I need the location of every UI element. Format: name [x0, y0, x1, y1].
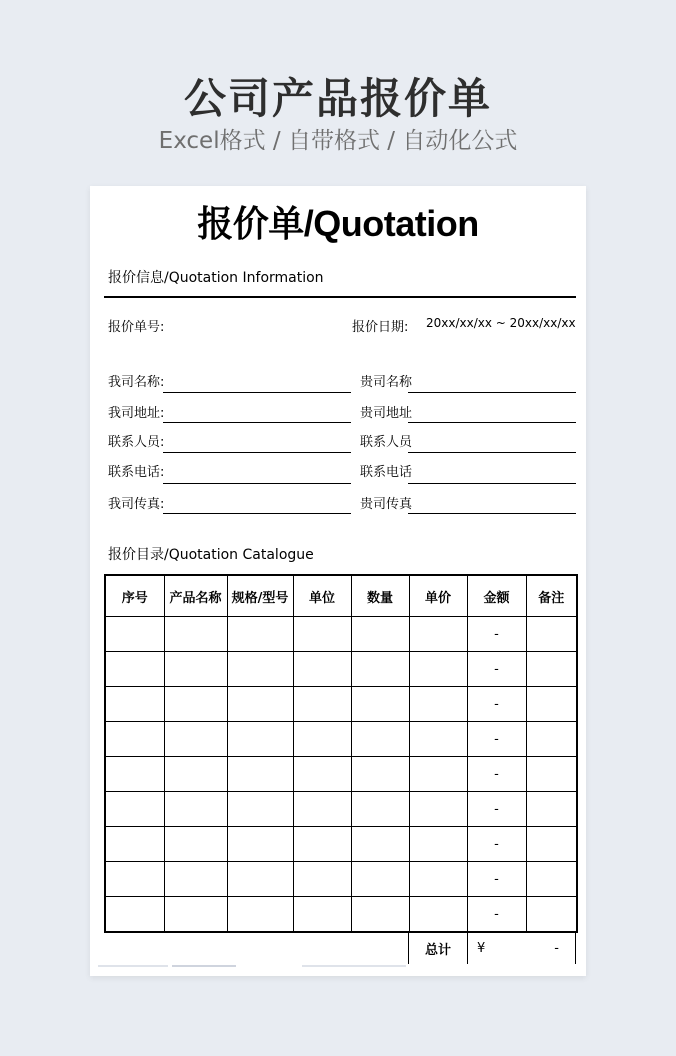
sheet-bottom-fade — [302, 965, 406, 967]
total-label: 总计 — [408, 932, 468, 964]
table-cell[interactable]: - — [467, 722, 526, 757]
table-cell[interactable] — [105, 652, 164, 687]
table-cell[interactable] — [164, 862, 227, 897]
table-cell[interactable] — [409, 617, 467, 652]
total-amount-value: - — [554, 940, 559, 956]
table-cell[interactable] — [293, 617, 351, 652]
total-row — [104, 932, 576, 964]
our-company-name-label: 我司名称: — [108, 375, 165, 390]
table-cell[interactable]: - — [467, 617, 526, 652]
our-contact-label: 联系人员: — [108, 435, 165, 450]
client-contact-label: 联系人员 — [360, 435, 413, 450]
column-header: 单位 — [293, 575, 351, 617]
quote-date-value[interactable]: 20xx/xx/xx ~ 20xx/xx/xx — [426, 316, 576, 330]
client-contact-field[interactable] — [408, 452, 576, 453]
client-phone-label: 联系电话 — [360, 465, 413, 480]
column-header: 数量 — [351, 575, 409, 617]
column-header: 备注 — [526, 575, 577, 617]
client-phone-field[interactable] — [408, 483, 576, 484]
table-row — [105, 722, 577, 757]
our-phone-field[interactable] — [163, 483, 351, 484]
table-cell[interactable] — [227, 722, 293, 757]
table-cell[interactable] — [351, 862, 409, 897]
table-cell[interactable] — [526, 617, 577, 652]
table-cell[interactable] — [105, 792, 164, 827]
table-row — [105, 792, 577, 827]
table-cell[interactable] — [351, 897, 409, 933]
table-cell[interactable] — [351, 687, 409, 722]
our-address-label: 我司地址: — [108, 406, 165, 421]
table-cell[interactable] — [227, 862, 293, 897]
table-cell[interactable] — [293, 862, 351, 897]
client-company-name-field[interactable] — [408, 392, 576, 393]
our-phone-label: 联系电话: — [108, 465, 165, 480]
banner-subtitle: Excel格式 / 自带格式 / 自动化公式 — [158, 128, 518, 154]
table-cell[interactable] — [409, 897, 467, 933]
table-cell[interactable] — [164, 617, 227, 652]
table-cell[interactable]: - — [467, 862, 526, 897]
table-cell[interactable] — [105, 897, 164, 933]
table-header-row — [105, 575, 577, 617]
table-cell[interactable] — [293, 722, 351, 757]
table-cell[interactable]: - — [467, 827, 526, 862]
table-cell[interactable] — [164, 897, 227, 933]
table-cell[interactable] — [227, 827, 293, 862]
table-row — [105, 687, 577, 722]
table-cell[interactable] — [526, 722, 577, 757]
table-cell[interactable]: - — [467, 757, 526, 792]
sheet-bottom-fade — [172, 965, 236, 967]
table-cell[interactable] — [164, 722, 227, 757]
total-amount-cell[interactable] — [467, 932, 576, 964]
table-cell[interactable] — [351, 792, 409, 827]
table-cell[interactable] — [164, 792, 227, 827]
table-cell[interactable]: - — [467, 792, 526, 827]
quote-date-label: 报价日期: — [352, 320, 409, 335]
table-cell[interactable] — [293, 897, 351, 933]
table-cell[interactable]: - — [467, 687, 526, 722]
section-divider — [104, 296, 576, 298]
table-row — [105, 757, 577, 792]
catalogue-table — [104, 574, 578, 933]
table-cell[interactable] — [227, 757, 293, 792]
table-cell[interactable] — [409, 757, 467, 792]
our-address-field[interactable] — [163, 422, 351, 423]
quote-number-label: 报价单号: — [108, 320, 165, 335]
table-cell[interactable] — [526, 757, 577, 792]
column-header: 序号 — [105, 575, 164, 617]
table-cell[interactable] — [293, 827, 351, 862]
table-cell[interactable] — [409, 722, 467, 757]
client-company-name-label: 贵司名称 — [360, 375, 413, 390]
column-header: 单价 — [409, 575, 467, 617]
table-row — [105, 862, 577, 897]
client-address-field[interactable] — [408, 422, 576, 423]
info-section-label: 报价信息/Quotation Information — [108, 270, 324, 286]
client-address-label: 贵司地址 — [360, 406, 413, 421]
table-cell[interactable] — [351, 617, 409, 652]
table-cell[interactable] — [227, 792, 293, 827]
document-title: 报价单/Quotation — [197, 203, 479, 244]
table-cell[interactable] — [293, 792, 351, 827]
client-fax-label: 贵司传真 — [360, 497, 413, 512]
banner-title: 公司产品报价单 — [183, 74, 492, 123]
table-cell[interactable] — [164, 757, 227, 792]
table-cell[interactable] — [351, 652, 409, 687]
table-cell[interactable] — [293, 757, 351, 792]
client-fax-field[interactable] — [408, 513, 576, 514]
table-row — [105, 652, 577, 687]
table-cell[interactable] — [105, 827, 164, 862]
table-cell[interactable] — [293, 687, 351, 722]
our-fax-label: 我司传真: — [108, 497, 165, 512]
table-cell[interactable] — [105, 862, 164, 897]
table-cell[interactable] — [526, 827, 577, 862]
table-cell[interactable] — [409, 792, 467, 827]
table-cell[interactable] — [164, 652, 227, 687]
table-cell[interactable] — [105, 757, 164, 792]
table-cell[interactable]: - — [467, 652, 526, 687]
our-fax-field[interactable] — [163, 513, 351, 514]
table-cell[interactable] — [293, 652, 351, 687]
table-cell[interactable] — [351, 722, 409, 757]
column-header: 产品名称 — [164, 575, 227, 617]
table-cell[interactable] — [526, 897, 577, 933]
column-header: 金额 — [467, 575, 526, 617]
table-cell[interactable] — [105, 617, 164, 652]
table-cell[interactable] — [227, 687, 293, 722]
table-cell[interactable]: - — [467, 897, 526, 933]
currency-symbol: ¥ — [477, 940, 486, 956]
table-cell[interactable] — [526, 652, 577, 687]
table-cell[interactable] — [351, 827, 409, 862]
table-cell[interactable] — [409, 862, 467, 897]
our-contact-field[interactable] — [163, 452, 351, 453]
table-cell[interactable] — [227, 617, 293, 652]
table-row — [105, 617, 577, 652]
table-row — [105, 897, 577, 933]
table-cell[interactable] — [227, 652, 293, 687]
sheet-bottom-fade — [98, 965, 168, 967]
table-cell[interactable] — [526, 792, 577, 827]
table-cell[interactable] — [409, 827, 467, 862]
table-cell[interactable] — [526, 862, 577, 897]
table-cell[interactable] — [409, 652, 467, 687]
table-cell[interactable] — [105, 722, 164, 757]
table-cell[interactable] — [105, 687, 164, 722]
table-cell[interactable] — [164, 827, 227, 862]
table-cell[interactable] — [164, 687, 227, 722]
our-company-name-field[interactable] — [163, 392, 351, 393]
table-cell[interactable] — [227, 897, 293, 933]
table-cell[interactable] — [351, 757, 409, 792]
table-row — [105, 827, 577, 862]
column-header: 规格/型号 — [227, 575, 293, 617]
catalogue-section-label: 报价目录/Quotation Catalogue — [108, 547, 314, 563]
table-cell[interactable] — [526, 687, 577, 722]
table-cell[interactable] — [409, 687, 467, 722]
